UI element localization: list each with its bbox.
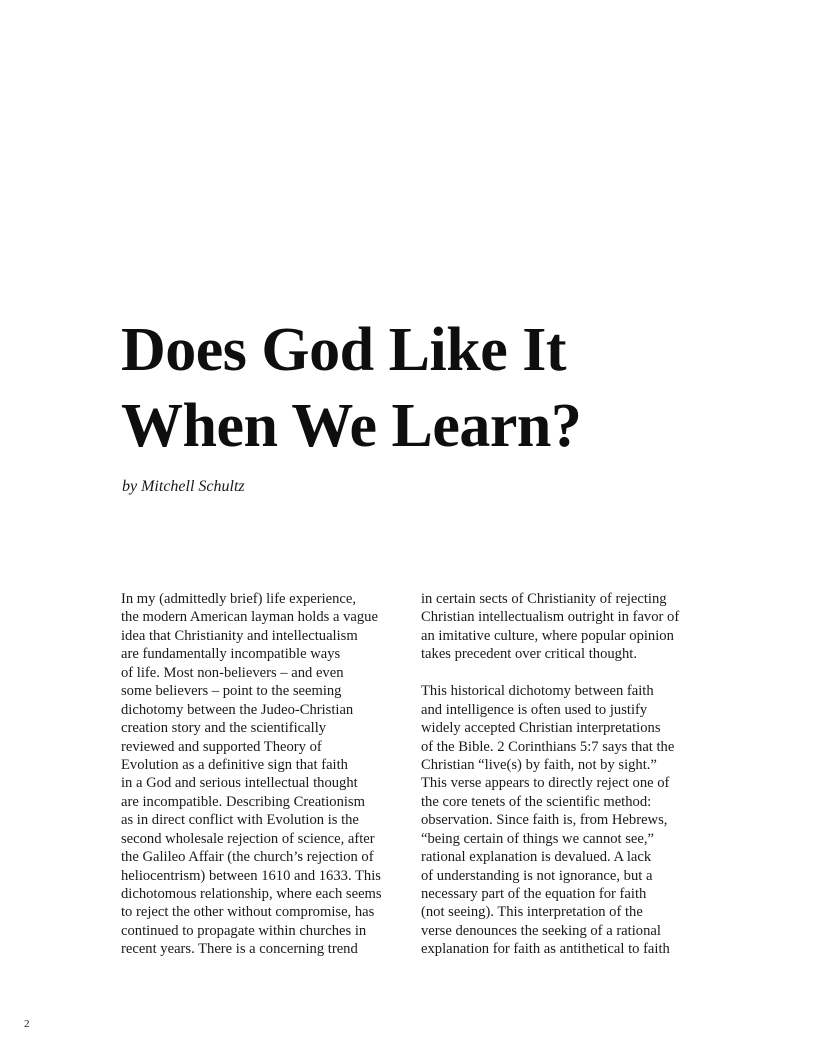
text-line: Christian “live(s) by faith, not by sight.” bbox=[421, 756, 657, 773]
text-line: some believers – point to the seeming bbox=[121, 683, 342, 700]
page-number: 2 bbox=[24, 1018, 30, 1030]
article-title bbox=[121, 312, 741, 464]
text-line: widely accepted Christian interpretations bbox=[421, 720, 661, 737]
text-line: the core tenets of the scientific method: bbox=[421, 793, 652, 810]
text-line: verse denounces the seeking of a rational bbox=[421, 922, 661, 939]
body-column-right bbox=[421, 590, 711, 959]
text-line: heliocentrism) between 1610 and 1633. This bbox=[121, 867, 381, 884]
text-line: as in direct conflict with Evolution is the bbox=[121, 812, 359, 829]
article-title-line: Does God Like It bbox=[121, 316, 566, 384]
text-line: In my (admittedly brief) life experience, bbox=[121, 591, 357, 607]
text-line: dichotomy between the Judeo-Christian bbox=[121, 701, 354, 718]
text-line: an imitative culture, where popular opinion bbox=[421, 627, 674, 644]
text-line: This historical dichotomy between faith bbox=[421, 683, 654, 700]
text-line: are incompatible. Describing Creationism bbox=[121, 793, 365, 810]
text-line: reviewed and supported Theory of bbox=[121, 738, 322, 755]
paragraph-break bbox=[421, 664, 711, 682]
text-line: idea that Christianity and intellectualism bbox=[121, 627, 358, 644]
text-line: and intelligence is often used to justify bbox=[421, 701, 648, 718]
text-line: are fundamentally incompatible ways bbox=[121, 646, 341, 663]
byline: by Mitchell Schultz bbox=[122, 478, 245, 495]
text-line: in certain sects of Christianity of rejecting bbox=[421, 591, 667, 607]
text-line: the Galileo Affair (the church’s rejection of bbox=[121, 849, 374, 866]
text-line: Evolution as a definitive sign that faith bbox=[121, 756, 348, 773]
text-line: dichotomous relationship, where each seems bbox=[121, 886, 382, 902]
text-line: Christian intellectualism outright in favor of bbox=[421, 609, 680, 626]
text-line: (not seeing). This interpretation of the bbox=[421, 904, 643, 921]
text-line: “being certain of things we cannot see,” bbox=[421, 830, 655, 847]
text-line: of understanding is not ignorance, but a bbox=[421, 867, 653, 884]
article-title-line: When We Learn? bbox=[121, 392, 582, 460]
text-line: creation story and the scientifically bbox=[121, 720, 327, 737]
text-line: necessary part of the equation for faith bbox=[421, 886, 647, 902]
text-line: recent years. There is a concerning trend bbox=[121, 941, 358, 958]
text-line: second wholesale rejection of science, after bbox=[121, 830, 375, 847]
body-column-left bbox=[121, 590, 406, 959]
text-line: of life. Most non-believers – and even bbox=[121, 664, 344, 681]
text-line: the modern American layman holds a vague bbox=[121, 609, 378, 626]
text-line: in a God and serious intellectual thought bbox=[121, 775, 358, 792]
text-line: takes precedent over critical thought. bbox=[421, 646, 637, 663]
text-line: explanation for faith as antithetical to faith bbox=[421, 941, 670, 958]
text-line: continued to propagate within churches in bbox=[121, 922, 367, 939]
text-line: of the Bible. 2 Corinthians 5:7 says that the bbox=[421, 738, 675, 755]
text-line: observation. Since faith is, from Hebrews, bbox=[421, 812, 668, 829]
text-line: This verse appears to directly reject one of bbox=[421, 775, 670, 792]
text-line: rational explanation is devalued. A lack bbox=[421, 849, 652, 866]
text-line: to reject the other without compromise, has bbox=[121, 904, 375, 921]
